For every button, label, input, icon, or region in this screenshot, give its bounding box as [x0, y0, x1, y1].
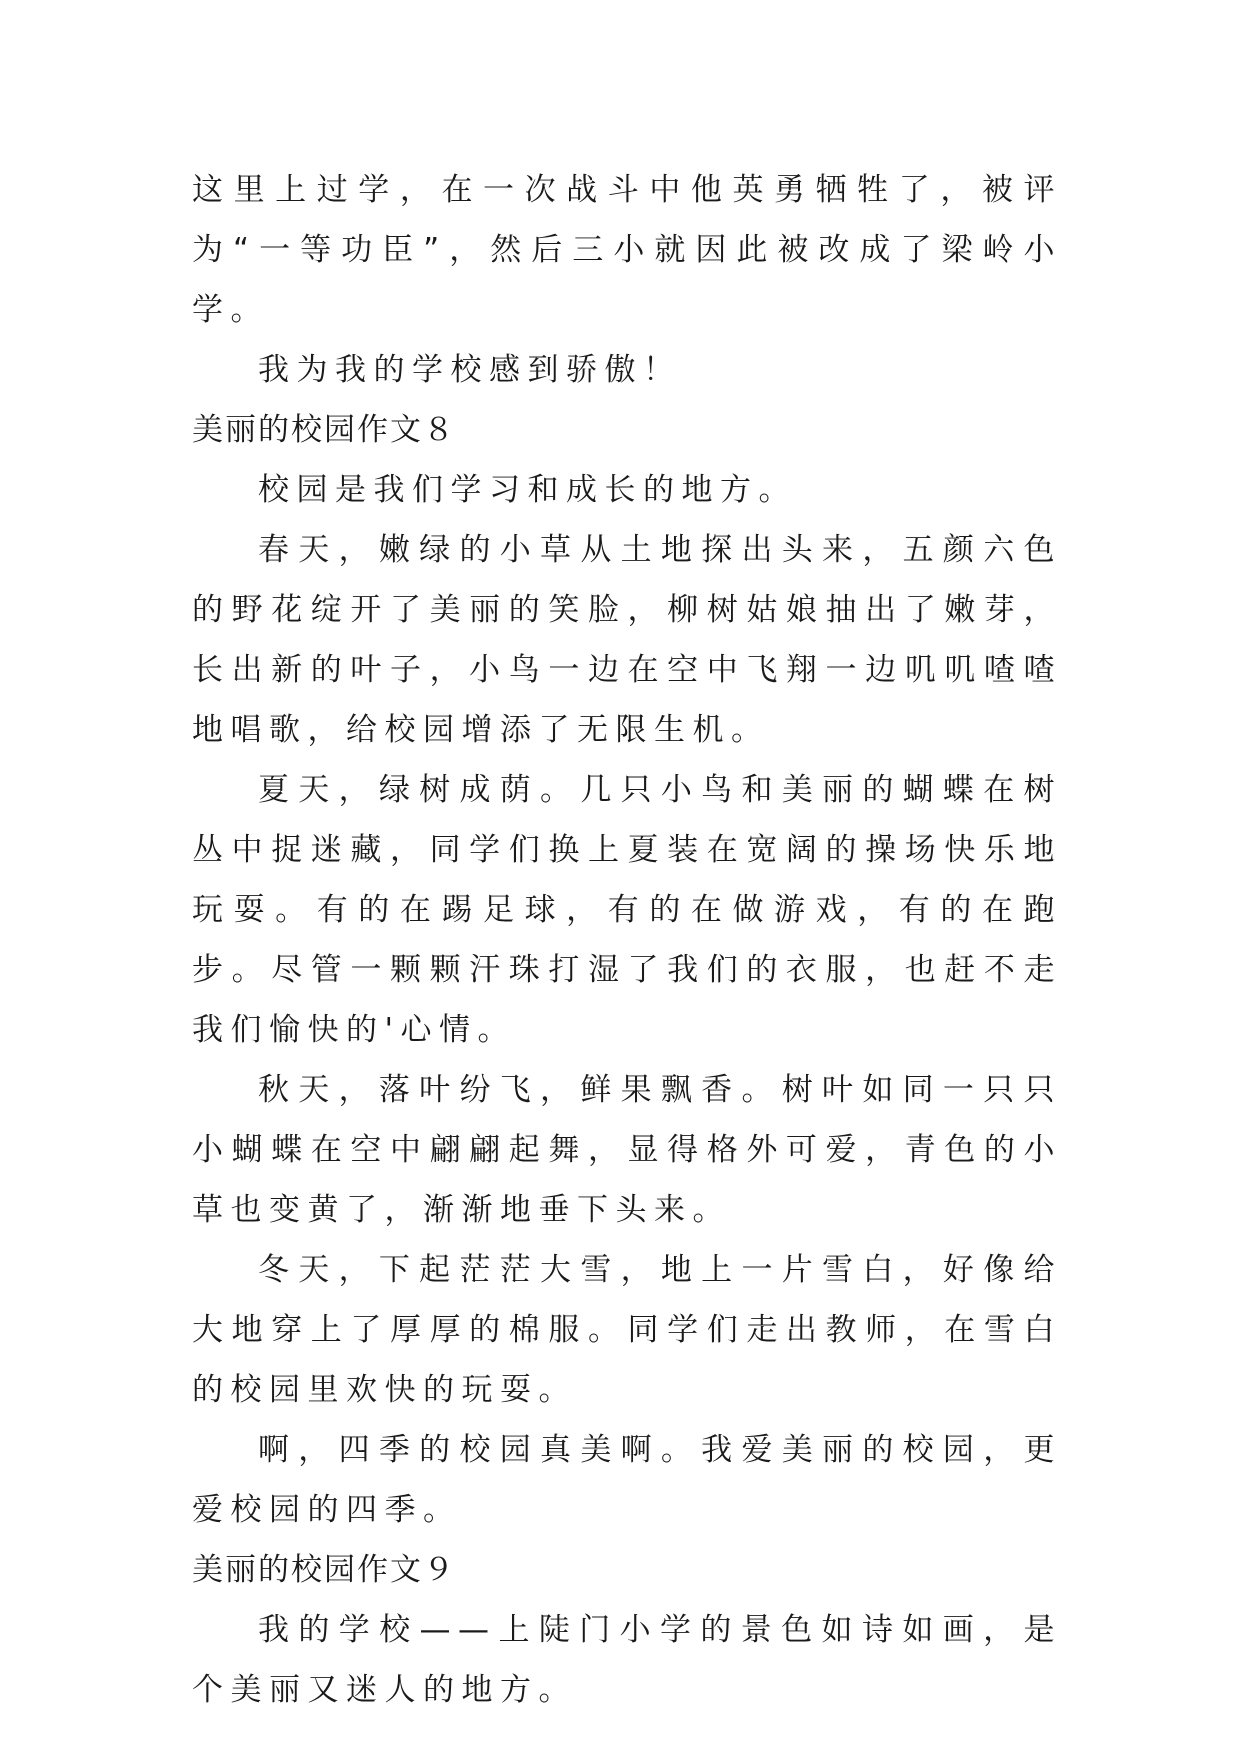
- paragraph: 冬天，下起茫茫大雪，地上一片雪白，好像给大地穿上了厚厚的棉服。同学们走出教师，在雪白的校园里欢快的玩耍。: [192, 1252, 1062, 1408]
- paragraph: 夏天，绿树成荫。几只小鸟和美丽的蝴蝶在树丛中捉迷藏，同学们换上夏装在宽阔的操场快乐地玩耍。有的在踢足球，有的在做游戏，有的在跑步。尽管一颗颗汗珠打湿了我们的衣服，也赶不走我们愉快的'心情。: [192, 772, 1062, 1048]
- paragraph: 校园是我们学习和成长的地方。: [258, 472, 797, 508]
- paragraph-continued: 这里上过学，在一次战斗中他英勇牺牲了，被评为“一等功臣”，然后三小就因此被改成了梁岭小学。: [192, 172, 1062, 328]
- paragraph: 春天，嫩绿的小草从土地探出头来，五颜六色的野花绽开了美丽的笑脸，柳树姑娘抽出了嫩芽，长出新的叶子，小鸟一边在空中飞翔一边叽叽喳喳地唱歌，给校园增添了无限生机。: [192, 532, 1062, 748]
- paragraph: 我的学校——上陡门小学的景色如诗如画，是个美丽又迷人的地方。: [192, 1612, 1062, 1708]
- document-body: [192, 160, 1062, 1720]
- essay-title-9: 美丽的校园作文９: [192, 1552, 456, 1588]
- paragraph: 啊，四季的校园真美啊。我爱美丽的校园，更爱校园的四季。: [192, 1432, 1062, 1528]
- paragraph: 我为我的学校感到骄傲！: [258, 352, 682, 388]
- paragraph: 秋天，落叶纷飞，鲜果飘香。树叶如同一只只小蝴蝶在空中翩翩起舞，显得格外可爱，青色的小草也变黄了，渐渐地垂下头来。: [192, 1072, 1062, 1228]
- essay-title-8: 美丽的校园作文８: [192, 412, 456, 448]
